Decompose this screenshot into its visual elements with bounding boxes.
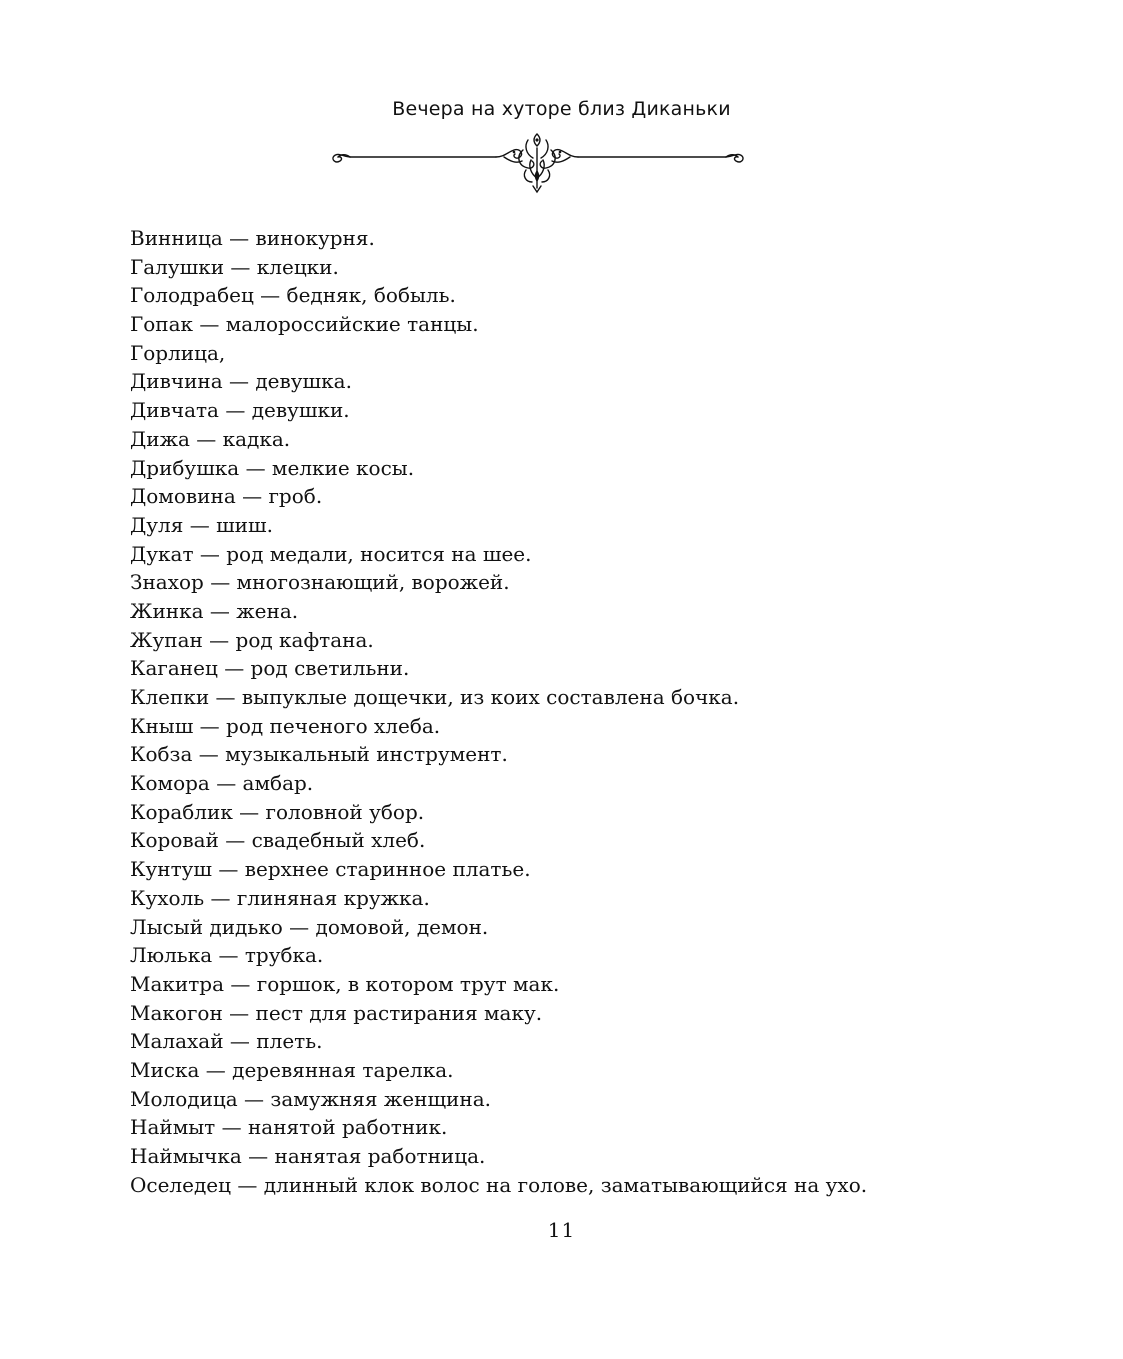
glossary-entry: Кунтуш — верхнее старинное платье. <box>130 857 531 882</box>
glossary-entry: Дукат — род медали, носится на шее. <box>130 541 532 566</box>
glossary-entry: Горлица, <box>130 340 226 365</box>
glossary-entry: Лысый дидько — домовой, демон. <box>130 914 489 939</box>
glossary-entry: Галушки — клецки. <box>130 254 339 279</box>
glossary-entry: Наймычка — нанятая работница. <box>130 1144 486 1168</box>
glossary-entry: Кныш — род печеного хлеба. <box>130 713 441 738</box>
glossary-entry: Миска — деревянная тарелка. <box>130 1057 454 1082</box>
glossary-entry: Макитра — горшок, в котором трут мак. <box>130 971 560 996</box>
glossary-entry: Каганец — род светильни. <box>130 656 410 681</box>
page-number: 11 <box>547 1218 576 1242</box>
glossary-entry: Домовина — гроб. <box>130 484 323 509</box>
glossary-entry: Клепки — выпуклые дощечки, из коих составлена бочка. <box>130 685 740 709</box>
running-title: Вечера на хуторе близ Диканьки <box>392 98 731 120</box>
glossary-entry: Кобза — музыкальный инструмент. <box>130 742 508 767</box>
glossary-entry: Кораблик — головной убор. <box>130 799 425 824</box>
glossary-entry: Комора — амбар. <box>130 771 314 796</box>
glossary-list <box>130 224 1010 1199</box>
glossary-entry: Коровай — свадебный хлеб. <box>130 828 426 853</box>
glossary-entry: Макогон — пест для растирания маку. <box>130 1000 543 1025</box>
glossary-entry: Голодрабец — бедняк, бобыль. <box>130 283 456 308</box>
glossary-entry: Знахор — многознающий, ворожей. <box>130 570 510 595</box>
glossary-entry: Дуля — шиш. <box>130 512 273 537</box>
glossary-entry: Оселедец — длинный клок волос на голове, заматывающийся на ухо. <box>130 1172 868 1197</box>
glossary-entry: Молодица — замужняя женщина. <box>130 1086 491 1111</box>
glossary-entry: Наймыт — нанятой работник. <box>130 1115 448 1140</box>
glossary-entry: Жупан — род кафтана. <box>130 627 374 652</box>
glossary-entry: Дивчата — девушки. <box>130 398 350 423</box>
glossary-entry: Кухоль — глиняная кружка. <box>130 885 430 910</box>
glossary-entry: Дижа — кадка. <box>130 426 291 451</box>
glossary-entry: Винница — винокурня. <box>130 226 375 250</box>
glossary-entry: Дивчина — девушка. <box>130 369 352 394</box>
ornamental-divider-icon <box>328 130 748 196</box>
glossary-entry: Малахай — плеть. <box>130 1029 323 1054</box>
glossary-entry: Люлька — трубка. <box>130 943 324 968</box>
glossary-entry: Дрибушка — мелкие косы. <box>130 455 415 480</box>
glossary-entry: Гопак — малороссийские танцы. <box>130 312 479 337</box>
glossary-entry: Жинка — жена. <box>130 598 299 623</box>
